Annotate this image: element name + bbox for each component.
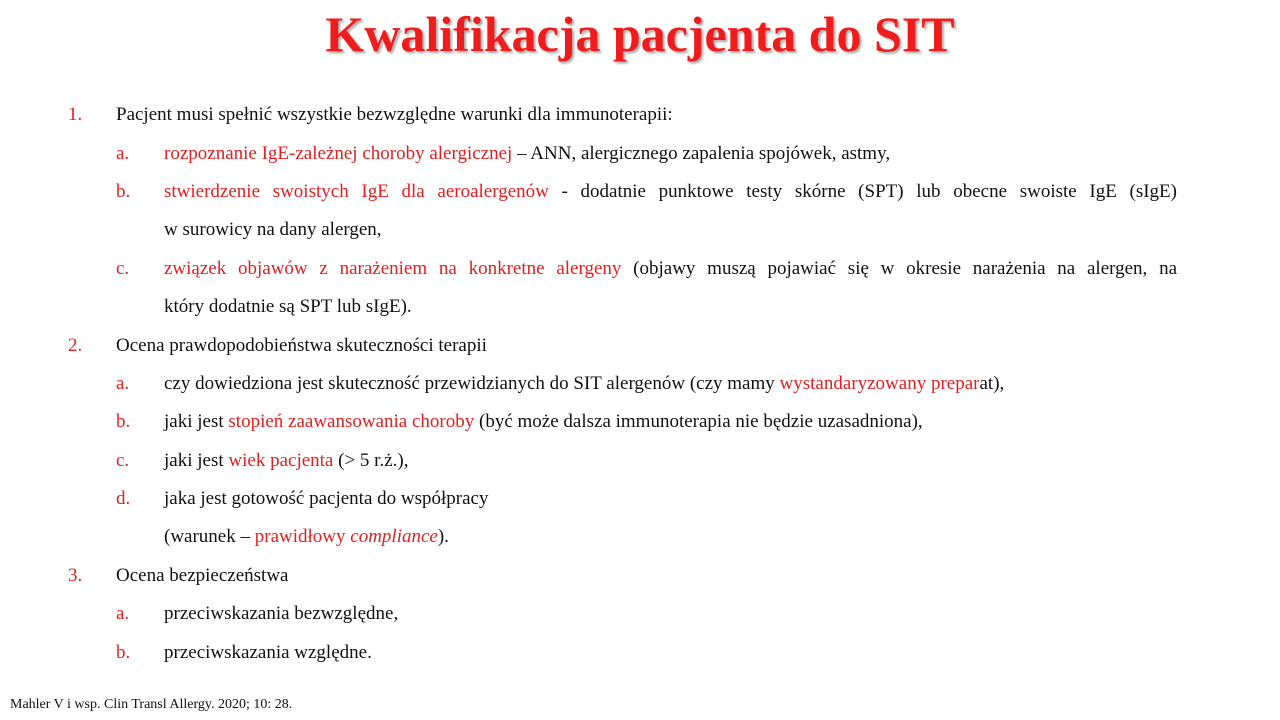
highlight-text: wiek pacjenta (228, 450, 334, 471)
plain-text: – ANN, alergicznego zapalenia spojówek, astmy, (517, 143, 891, 164)
item-text: Ocena bezpieczeństwa (116, 565, 289, 586)
slide-title: Kwalifikacja pacjenta do SIT (325, 6, 955, 62)
plain-text: (warunek – (164, 526, 255, 547)
sub-item-text (164, 142, 890, 166)
sub-item-text (164, 372, 1004, 396)
plain-text: jaki jest (164, 411, 229, 432)
sub-letter: b. (116, 181, 131, 202)
item-number: 2. (68, 335, 83, 356)
item-text: Ocena prawdopodobieństwa skuteczności terapii (116, 335, 487, 356)
sub-item-text (164, 180, 1177, 204)
sub-letter: b. (116, 411, 131, 432)
highlight-text: wystandaryzowany prepar (779, 373, 980, 394)
continuation-text (164, 525, 449, 549)
citation-footer: Mahler V i wsp. Clin Transl Allergy. 2020; 10: 28. (10, 697, 293, 712)
highlight-text: związek objawów z narażeniem na konkretne alergeny (164, 258, 634, 279)
sub-item-text (164, 410, 923, 434)
sub-item-text: jaka jest gotowość pacjenta do współpracy (164, 488, 489, 509)
item-text: Pacjent musi spełnić wszystkie bezwzględne warunki dla immunoterapii: (116, 104, 673, 125)
highlight-italic-text: compliance (350, 526, 438, 547)
plain-text: czy dowiedziona jest skuteczność przewidzianych do SIT alergenów (czy mamy (164, 373, 780, 394)
sub-letter: a. (116, 373, 130, 394)
highlight-text: stopień zaawansowania choroby (228, 411, 475, 432)
item-number: 1. (68, 104, 83, 125)
sub-letter: a. (116, 143, 130, 164)
sub-letter: c. (116, 258, 130, 279)
sub-item-text: przeciwskazania względne. (164, 642, 372, 663)
sub-item-text (164, 449, 408, 473)
continuation-text: który dodatnie są SPT lub sIgE). (164, 296, 412, 317)
highlight-text: stwierdzenie swoistych IgE dla aeroalergenów (164, 181, 562, 202)
plain-text: at), (979, 373, 1005, 394)
sub-letter: c. (116, 450, 130, 471)
plain-text: jaki jest (164, 450, 229, 471)
plain-text: (> 5 r.ż.), (333, 450, 409, 471)
plain-text: (być może dalsza immunoterapia nie będzie uzasadniona), (474, 411, 923, 432)
sub-item-text: przeciwskazania bezwzględne, (164, 603, 399, 624)
sub-item-text (164, 257, 1177, 281)
sub-letter: b. (116, 642, 131, 663)
plain-text: ). (437, 526, 449, 547)
highlight-text: prawidłowy (254, 526, 351, 547)
sub-letter: a. (116, 603, 130, 624)
highlight-text: rozpoznanie IgE-zależnej choroby alergicznej (164, 143, 518, 164)
plain-text: (objawy muszą pojawiać się w okresie narażenia na alergen, na (633, 258, 1177, 279)
continuation-text: w surowicy na dany alergen, (164, 219, 382, 240)
sub-letter: d. (116, 488, 131, 509)
plain-text: - dodatnie punktowe testy skórne (SPT) lub obecne swoiste IgE (sIgE) (561, 181, 1177, 202)
item-number: 3. (68, 565, 83, 586)
